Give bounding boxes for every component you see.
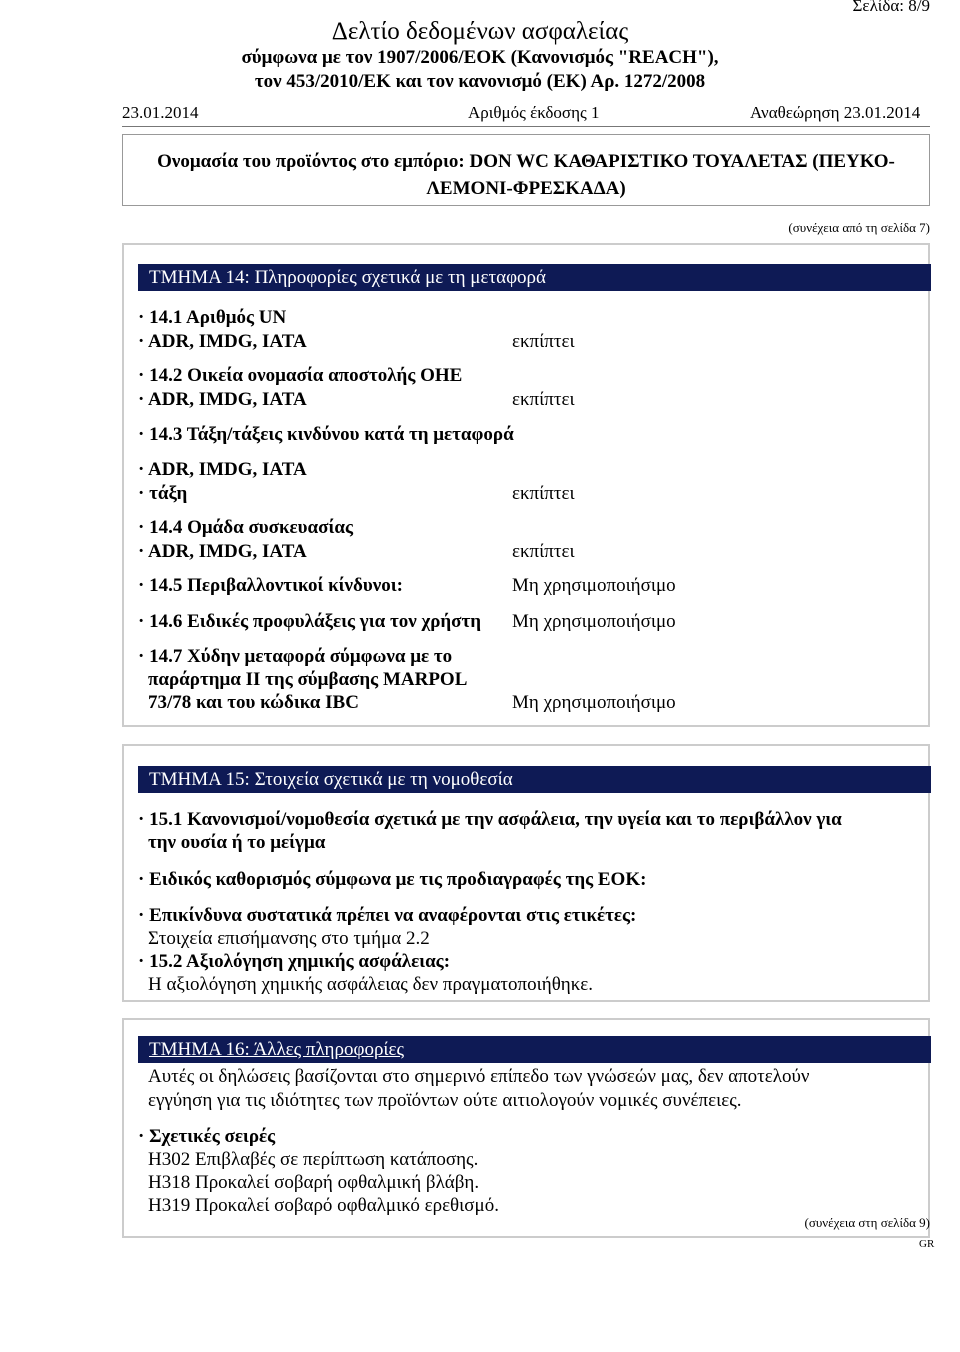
language-code: GR <box>919 1238 935 1250</box>
class-value: εκπίπτει <box>512 483 575 504</box>
un-shipping-name-label: · 14.2 Οικεία ονομασία αποστολής ΟΗΕ <box>138 365 463 386</box>
class-label: · τάξη <box>138 483 188 504</box>
regulations-label-1: · 15.1 Κανονισμοί/νομοθεσία σχετικά με την ασφάλεια, την υγεία και το περιβάλλον για <box>138 809 842 830</box>
phrase-h319: H319 Προκαλεί σοβαρό οφθαλμικό ερεθισμό. <box>148 1195 499 1216</box>
section-14-heading: ΤΜΗΜΑ 14: Πληροφορίες σχετικά με τη μεταφορά <box>138 264 931 291</box>
continued-from: (συνέχεια από τη σελίδα 7) <box>788 220 930 235</box>
continued-to: (συνέχεια στη σελίδα 9) <box>804 1215 930 1230</box>
phrase-h302: H302 Επιβλαβές σε περίπτωση κατάποσης. <box>148 1149 479 1170</box>
print-date: 23.01.2014 <box>122 103 199 122</box>
chemical-safety-label: · 15.2 Αξιολόγηση χημικής ασφάλειας: <box>138 951 451 972</box>
packing-group-label: · 14.4 Ομάδα συσκευασίας <box>138 517 353 538</box>
disclaimer-line-2: εγγύηση για τις ιδιότητες των προϊόντων ούτε αιτιολογούν νομικές συνέπειες. <box>148 1090 742 1111</box>
un-number-value: εκπίπτει <box>512 331 575 352</box>
relevant-phrases-label: · Σχετικές σειρές <box>138 1126 276 1147</box>
product-name <box>122 148 930 202</box>
eec-specification-label: · Ειδικός καθορισμός σύμφωνα με τις προδιαγραφές της ΕΟΚ: <box>138 869 647 890</box>
section-16-heading-text: ΤΜΗΜΑ 16: Άλλες πληροφορίες <box>149 1039 405 1060</box>
version-number: Αριθμός έκδοσης 1 <box>468 103 600 122</box>
packing-group-value: εκπίπτει <box>512 541 575 562</box>
product-name-line-1: Ονομασία του προϊόντος στο εμπόριο: DON WC ΚΑΘΑΡΙΣΤΙΚΟ ΤΟΥΑΛΕΤΑΣ (ΠΕΥΚΟ- <box>157 151 895 172</box>
revision-date: Αναθεώρηση 23.01.2014 <box>750 103 921 122</box>
header-divider <box>122 126 930 127</box>
document-subtitle-1: σύμφωνα με τον 1907/2006/ΕΟΚ (Κανονισμός "REACH"), <box>241 47 719 68</box>
transport-modes-label: · ADR, IMDG, IATA <box>138 541 307 562</box>
dangerous-components-label: · Επικίνδυνα συστατικά πρέπει να αναφέρονται στις ετικέτες: <box>138 905 637 926</box>
un-shipping-name-value: εκπίπτει <box>512 389 575 410</box>
product-name-line-2: ΛΕΜΟΝΙ-ΦΡΕΣΚΑΔΑ) <box>426 178 626 199</box>
regulations-label-2: την ουσία ή το μείγμα <box>148 832 326 853</box>
document-title: Δελτίο δεδομένων ασφαλείας <box>331 18 629 45</box>
user-precautions-label: · 14.6 Ειδικές προφυλάξεις για τον χρήστη <box>138 611 482 632</box>
bulk-transport-label-2: παράρτημα II της σύμβασης MARPOL <box>148 669 468 690</box>
transport-modes-label: · ADR, IMDG, IATA <box>138 331 307 352</box>
bulk-transport-label-1: · 14.7 Χύδην μεταφορά σύμφωνα με το <box>138 646 453 667</box>
bulk-transport-label-3: 73/78 και του κώδικα IBC <box>148 692 359 713</box>
page-number: Σελίδα: 8/9 <box>852 0 930 15</box>
un-number-label: · 14.1 Αριθμός UN <box>138 307 287 328</box>
user-precautions-value: Μη χρησιμοποιήσιμο <box>512 611 676 632</box>
hazard-class-label: · 14.3 Τάξη/τάξεις κινδύνου κατά τη μεταφορά <box>138 424 514 445</box>
bulk-transport-value: Μη χρησιμοποιήσιμο <box>512 692 676 713</box>
section-16-heading <box>138 1036 931 1063</box>
document-subtitle-2: τον 453/2010/ΕΚ και τον κανονισμό (ΕΚ) Αρ. 1272/2008 <box>254 71 706 92</box>
phrase-h318: H318 Προκαλεί σοβαρή οφθαλμική βλάβη. <box>148 1172 480 1193</box>
transport-modes-label: · ADR, IMDG, IATA <box>138 389 307 410</box>
transport-modes-label: · ADR, IMDG, IATA <box>138 459 307 480</box>
section-15-heading: ΤΜΗΜΑ 15: Στοιχεία σχετικά με τη νομοθεσία <box>138 766 931 793</box>
disclaimer-line-1: Αυτές οι δηλώσεις βασίζονται στο σημερινό επίπεδο των γνώσεών μας, δεν αποτελούν <box>148 1066 810 1087</box>
chemical-safety-value: Η αξιολόγηση χημικής ασφάλειας δεν πραγματοποιήθηκε. <box>148 974 594 995</box>
environmental-hazards-label: · 14.5 Περιβαλλοντικοί κίνδυνοι: <box>138 575 403 596</box>
dangerous-components-value: Στοιχεία επισήμανσης στο τμήμα 2.2 <box>148 928 430 949</box>
environmental-hazards-value: Μη χρησιμοποιήσιμο <box>512 575 676 596</box>
